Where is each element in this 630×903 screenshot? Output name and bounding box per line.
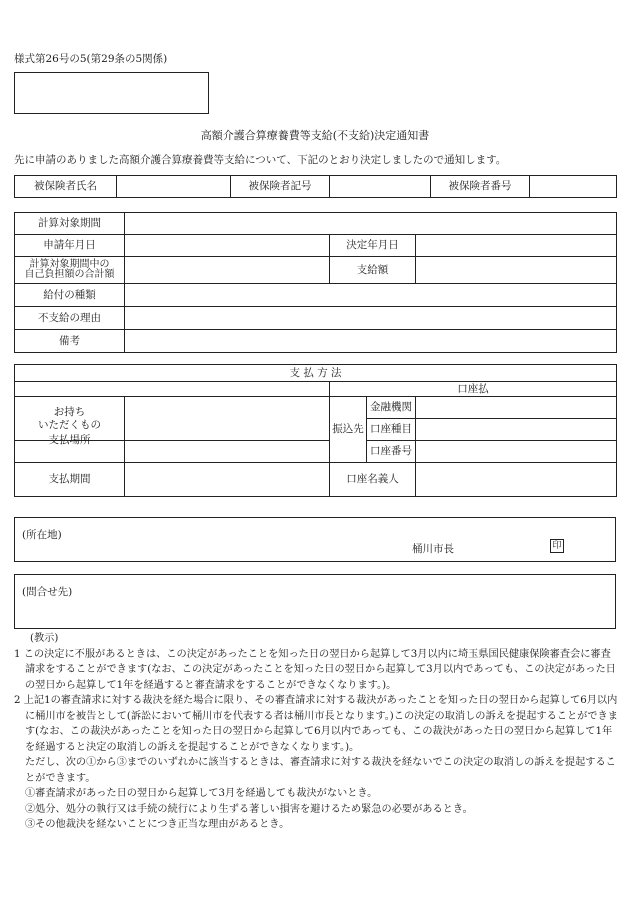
benefit-type-label: 給付の種類 — [15, 284, 125, 307]
insured-symbol-label: 被保険者記号 — [231, 176, 330, 198]
payment-table — [14, 364, 617, 497]
selfpay-total-label-line2: 自己負担額の合計額 — [24, 269, 115, 280]
apply-date-label: 申請年月日 — [15, 235, 125, 257]
amount-field[interactable] — [416, 257, 617, 284]
mayor-title: 桶川市長 — [412, 543, 454, 555]
calc-period-label: 計算対象期間 — [15, 213, 125, 235]
inquiry-label: (問合せ先) — [22, 586, 73, 598]
bring-items-field[interactable] — [125, 397, 330, 441]
selfpay-total-label-line1: 計算対象期間中の — [29, 258, 110, 270]
reference-blank-box[interactable] — [14, 72, 209, 114]
issuer-address-box — [14, 517, 616, 562]
bring-items-label-line2: いただくもの — [38, 418, 101, 431]
reason-label: 不支給の理由 — [15, 307, 125, 330]
notes-item-1: 1 この決定に不服があるときは、この決定があったことを知った日の翌日から起算して3月以内に埼玉県国民健康保険審査会に審査請求をすることができます(なお、この決定があったことを知った日の翌日から起算して3月以内であっても、この決定があった日の翌日から起算して1年を経過すると審査請求をすることができなくなります。)。 — [14, 648, 616, 691]
instruction-notes — [14, 631, 619, 833]
apply-date-field[interactable] — [125, 235, 330, 257]
bank-field[interactable] — [416, 397, 617, 419]
insured-name-label: 被保険者氏名 — [15, 176, 117, 198]
notes-condition-1: ①審査請求があった日の翌日から起算して3月を経過しても裁決がないとき。 — [25, 788, 378, 799]
payment-place-field[interactable] — [125, 441, 330, 463]
payment-period-label: 支払期間 — [15, 463, 125, 497]
account-transfer-header: 口座払 — [330, 382, 617, 397]
payment-method-header: 支 払 方 法 — [15, 365, 617, 382]
payment-place-label: 支払場所 — [15, 430, 125, 452]
decision-date-label: 決定年月日 — [330, 235, 416, 257]
intro-text: 先に申請のありました高額介護合算療養費等支給について、下記のとおり決定しましたので通知します。 — [14, 154, 507, 166]
payment-cash-header — [15, 382, 330, 397]
account-holder-label: 口座名義人 — [330, 463, 416, 497]
notes-condition-3: ③その他裁決を経ないことにつき正当な理由があるとき。 — [25, 819, 290, 830]
payment-period-field[interactable] — [125, 463, 330, 497]
remarks-field[interactable] — [125, 330, 617, 353]
seal-mark: 印 — [550, 539, 564, 553]
insured-name-field[interactable] — [117, 176, 231, 198]
notes-item-2: 2 上記1の審査請求に対する裁決を経た場合に限り、その審査請求に対する裁決があったことを知った日の翌日から起算して6月以内に桶川市を被告として(訴訟において桶川市を代表する者は桶川市長となります。)この決定の取消しの訴えを提起することができます(なお、この裁決があったことを知った日の翌日から起算して6月以内であっても、この裁決があった日の翌日から起算して1年を経過すると決定の取消しの訴えを提起することができなくなります。)。 — [14, 695, 618, 753]
remarks-label: 備考 — [15, 330, 125, 353]
notes-condition-2: ②処分、処分の執行又は手続の続行により生ずる著しい損害を避けるため緊急の必要があるとき。 — [25, 803, 473, 815]
insured-symbol-field[interactable] — [330, 176, 431, 198]
details-table — [14, 212, 617, 353]
selfpay-total-label — [15, 257, 125, 284]
bank-label: 金融機関 — [367, 397, 416, 419]
notes-heading: (教示) — [30, 633, 59, 644]
selfpay-total-field[interactable] — [125, 257, 330, 284]
transfer-to-label: 振込先 — [330, 397, 367, 463]
decision-date-field[interactable] — [416, 235, 617, 257]
document-title: 高額介護合算療養費等支給(不支給)決定通知書 — [200, 129, 430, 142]
account-number-label: 口座番号 — [367, 441, 416, 463]
insured-table — [14, 175, 617, 198]
reason-field[interactable] — [125, 307, 617, 330]
amount-label: 支給額 — [330, 257, 416, 284]
account-holder-field[interactable] — [416, 463, 617, 497]
insured-number-label: 被保険者番号 — [431, 176, 530, 198]
bring-items-label-line1: お持ち — [53, 406, 86, 419]
account-number-field[interactable] — [416, 441, 617, 463]
address-label: (所在地) — [22, 529, 62, 541]
account-type-label: 口座種目 — [367, 419, 416, 441]
inquiry-box — [14, 574, 616, 629]
account-type-field[interactable] — [416, 419, 617, 441]
insured-number-field[interactable] — [530, 176, 617, 198]
calc-period-field[interactable] — [125, 213, 617, 235]
form-number: 様式第26号の5(第29条の5関係) — [14, 53, 168, 65]
notes-proviso: ただし、次の①から③までのいずれかに該当するときは、審査請求に対する裁決を経ないでこの決定の取消しの訴えを提起することができます。 — [25, 757, 616, 784]
benefit-type-field[interactable] — [125, 284, 617, 307]
